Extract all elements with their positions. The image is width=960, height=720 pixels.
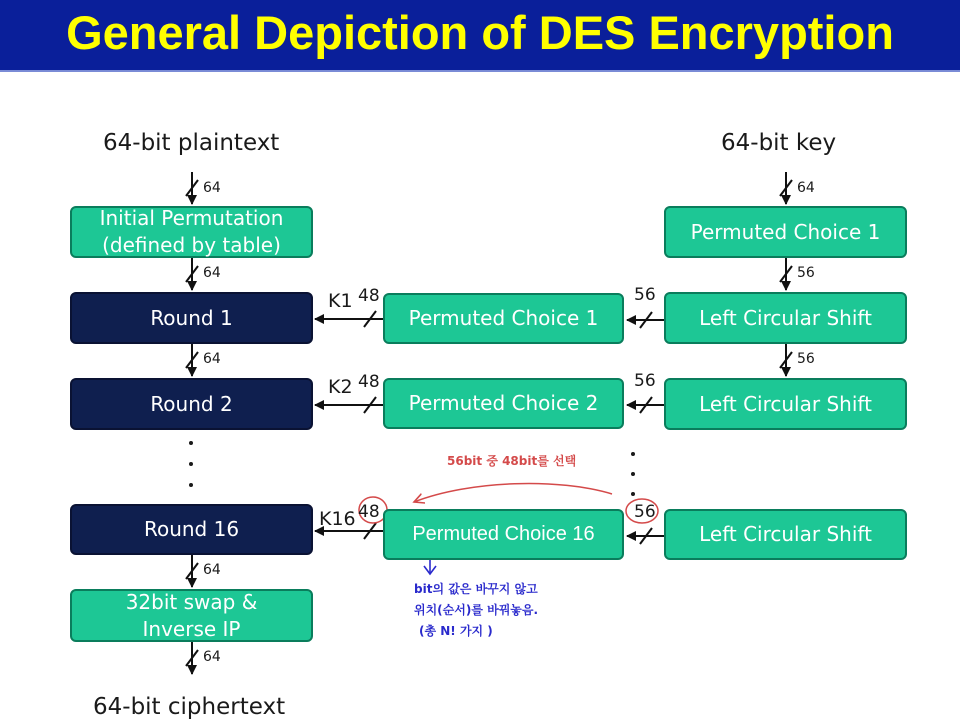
left-ellipsis-dot bbox=[189, 462, 193, 466]
swap-line1: 32bit swap & bbox=[125, 589, 258, 614]
plaintext-label: 64-bit plaintext bbox=[103, 130, 280, 156]
pc1-box: Permuted Choice 1 bbox=[664, 206, 907, 258]
red-annotation: 56bit 중 48bit를 선택 bbox=[447, 454, 577, 468]
pc2-box-16: Permuted Choice 16 bbox=[383, 509, 624, 560]
subkey-k2: K2 bbox=[328, 376, 353, 398]
pc2-box-1: Permuted Choice 1 bbox=[383, 293, 624, 344]
initial-permutation-line1: Initial Permutation bbox=[99, 206, 284, 230]
shift-box-16: Left Circular Shift bbox=[664, 509, 907, 560]
width-label-48: 48 bbox=[358, 286, 380, 306]
width-label-56: 56 bbox=[634, 502, 656, 522]
right-ellipsis-dot bbox=[631, 492, 635, 496]
shift-box-2: Left Circular Shift bbox=[664, 378, 907, 430]
width-label: 64 bbox=[203, 562, 221, 578]
width-label: 64 bbox=[203, 649, 221, 665]
width-label: 64 bbox=[797, 180, 815, 196]
width-label-48: 48 bbox=[358, 372, 380, 392]
width-label: 64 bbox=[203, 265, 221, 281]
round-16-box: Round 16 bbox=[70, 504, 313, 555]
swap-inverse-ip-box bbox=[70, 589, 313, 642]
subkey-k16: K16 bbox=[319, 508, 356, 530]
right-ellipsis-dot bbox=[631, 452, 635, 456]
round-2-box: Round 2 bbox=[70, 378, 313, 430]
width-label: 56 bbox=[797, 351, 815, 367]
initial-permutation-box bbox=[70, 206, 313, 258]
width-label: 64 bbox=[203, 351, 221, 367]
ciphertext-label: 64-bit ciphertext bbox=[93, 694, 286, 720]
page-title: General Depiction of DES Encryption bbox=[66, 6, 894, 59]
width-label: 64 bbox=[203, 180, 221, 196]
width-label-56: 56 bbox=[634, 371, 656, 391]
width-label: 56 bbox=[797, 265, 815, 281]
left-ellipsis-dot bbox=[189, 483, 193, 487]
initial-permutation-line2: (defined by table) bbox=[102, 233, 281, 257]
key-label: 64-bit key bbox=[721, 130, 837, 156]
shift-box-1: Left Circular Shift bbox=[664, 292, 907, 344]
blue-annotation-line3: (총 N! 가지 ) bbox=[419, 624, 493, 638]
width-label-48: 48 bbox=[358, 502, 380, 522]
blue-annotation-line2: 위치(순서)를 바꿔놓음. bbox=[414, 603, 539, 617]
left-ellipsis-dot bbox=[189, 441, 193, 445]
round-1-box: Round 1 bbox=[70, 292, 313, 344]
swap-line2: Inverse IP bbox=[142, 616, 241, 641]
blue-annotation-line1: bit의 값은 바꾸지 않고 bbox=[414, 582, 538, 596]
right-ellipsis-dot bbox=[631, 472, 635, 476]
subkey-k1: K1 bbox=[328, 290, 353, 312]
pc2-box-2: Permuted Choice 2 bbox=[383, 378, 624, 429]
width-label-56: 56 bbox=[634, 285, 656, 305]
